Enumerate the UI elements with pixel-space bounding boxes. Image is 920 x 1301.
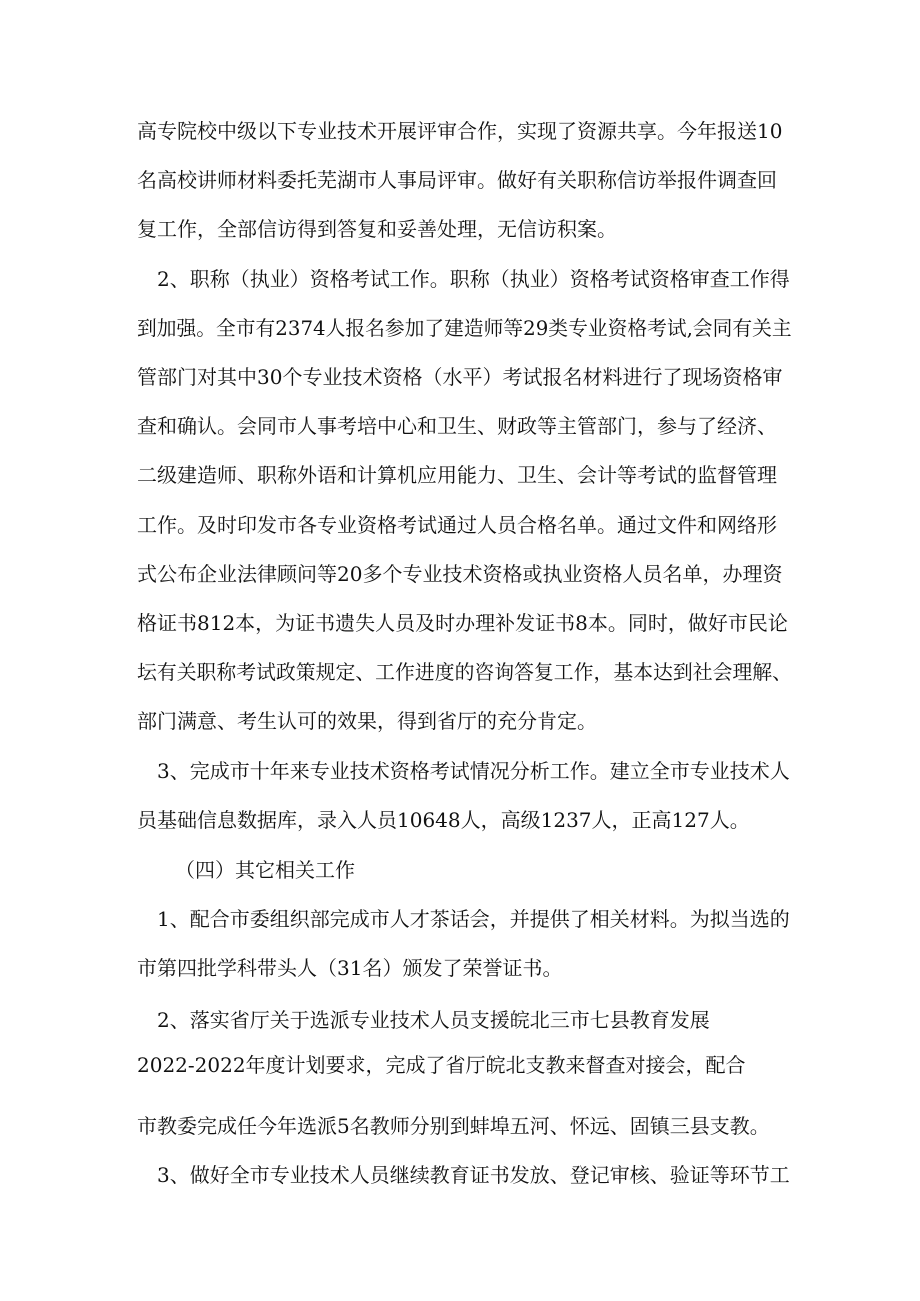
paragraph-line: 3、做好全市专业技术人员继续教育证书发放、登记审核、验证等环节工 <box>157 1163 790 1187</box>
paragraph-line: 员基础信息数据库，录入人员10648人，高级1237人，正高127人。 <box>137 808 750 832</box>
paragraph-line: 3、完成市十年来专业技术资格考试情况分析工作。建立全市专业技术人 <box>157 759 790 783</box>
paragraph-line: 式公布企业法律顾问等20多个专业技术资格或执业资格人员名单，办理资 <box>137 562 783 586</box>
paragraph-line: 到加强。全市有2374人报名参加了建造师等29类专业资格考试,会同有关主 <box>137 316 792 340</box>
paragraph-line: 高专院校中级以下专业技术开展评审合作，实现了资源共享。今年报送10 <box>137 119 783 143</box>
paragraph-line: 管部门对其中30个专业技术资格（水平）考试报名材料进行了现场资格审 <box>137 365 783 389</box>
paragraph-line: 复工作，全部信访得到答复和妥善处理，无信访积案。 <box>137 217 617 241</box>
paragraph-line: 坛有关职称考试政策规定、工作进度的咨询答复工作，基本达到社会理解、 <box>137 660 792 684</box>
paragraph-line: 2、落实省厅关于选派专业技术人员支援皖北三市七县教育发展 <box>157 1008 710 1032</box>
paragraph-line: 二级建造师、职称外语和计算机应用能力、卫生、会计等考试的监督管理 <box>137 463 777 487</box>
paragraph-line: 格证书812本，为证书遗失人员及时办理补发证书8本。同时，做好市民论 <box>137 611 788 635</box>
paragraph-line: 市第四批学科带头人（31名）颁发了荣誉证书。 <box>137 956 563 980</box>
paragraph-line: 市教委完成任今年选派5名教师分别到蚌埠五河、怀远、固镇三县支教。 <box>137 1114 770 1138</box>
paragraph-line: 名高校讲师材料委托芜湖市人事局评审。做好有关职称信访举报件调查回 <box>137 168 777 192</box>
paragraph-line: 1、配合市委组织部完成市人才茶话会，并提供了相关材料。为拟当选的 <box>157 907 790 931</box>
paragraph-line: 2、职称（执业）资格考试工作。职称（执业）资格考试资格审查工作得 <box>157 267 790 291</box>
paragraph-line: 查和确认。会同市人事考培中心和卫生、财政等主管部门，参与了经济、 <box>137 414 777 438</box>
paragraph-line: 部门满意、考生认可的效果，得到省厅的充分肯定。 <box>137 709 597 733</box>
paragraph-line: 工作。及时印发市各专业资格考试通过人员合格名单。通过文件和网络形 <box>137 513 777 537</box>
paragraph-line: 2022-2022年度计划要求，完成了省厅皖北支教来督查对接会，配合 <box>137 1053 746 1077</box>
section-heading: （四）其它相关工作 <box>175 858 355 882</box>
